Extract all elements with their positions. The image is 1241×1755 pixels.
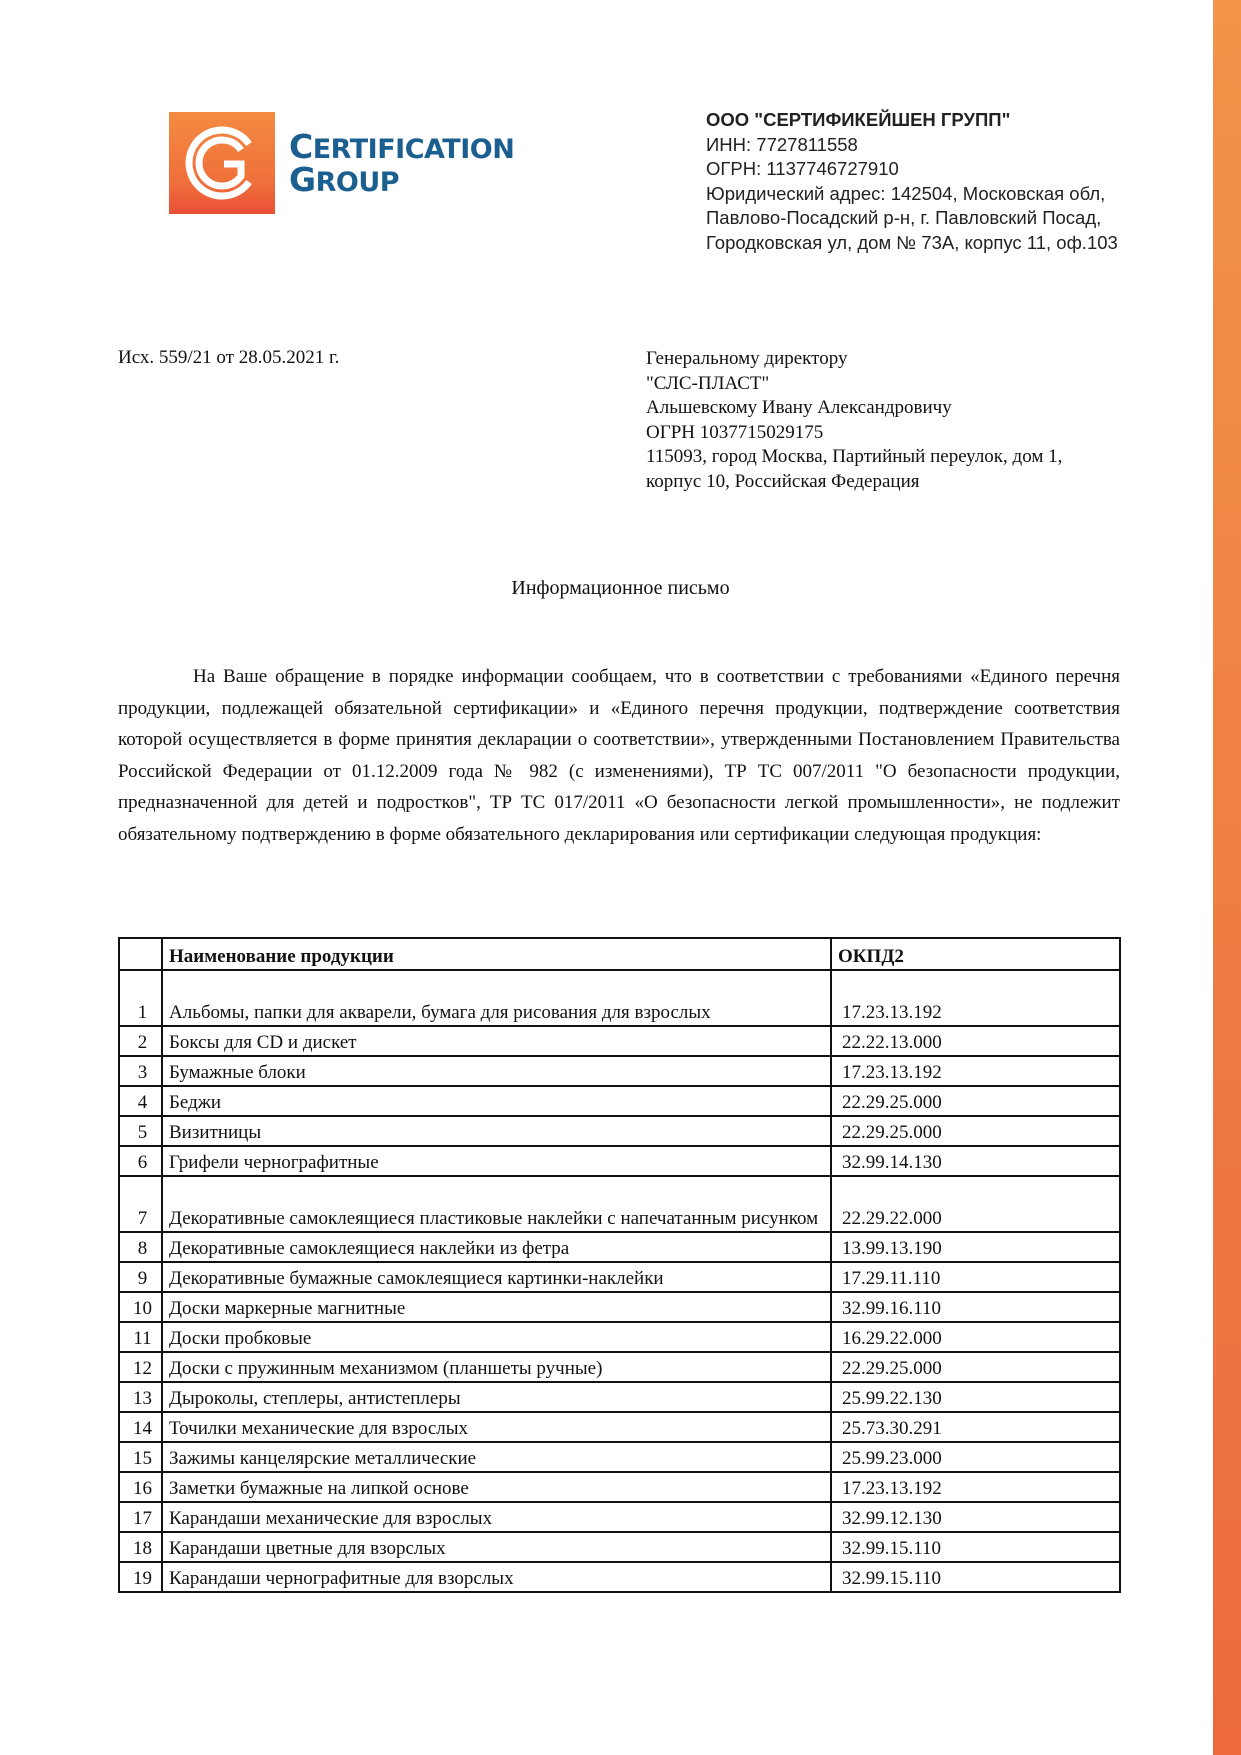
logo-line-2 (289, 160, 514, 199)
recipient-line: корпус 10, Российская Федерация (646, 470, 920, 492)
product-name-cell: Карандаши механические для взрослых (162, 1502, 831, 1532)
okpd2-code-cell: 32.99.14.130 (831, 1146, 1120, 1176)
row-number: 12 (119, 1352, 162, 1382)
row-number: 15 (119, 1442, 162, 1472)
company-logo (169, 112, 529, 214)
products-table (118, 937, 1121, 1593)
okpd2-code-cell: 17.29.11.110 (831, 1262, 1120, 1292)
row-number: 17 (119, 1502, 162, 1532)
table-row (119, 1472, 1120, 1502)
row-number: 14 (119, 1412, 162, 1442)
logo-line-1-rest: ERTIFICATION (312, 134, 515, 165)
okpd2-code-cell: 22.22.13.000 (831, 1026, 1120, 1056)
recipient-line: Альшевскому Ивану Александровичу (646, 397, 952, 419)
product-name-cell: Дыроколы, степлеры, антистеплеры (162, 1382, 831, 1412)
row-number: 19 (119, 1562, 162, 1592)
company-details (706, 108, 1118, 255)
table-row (119, 1562, 1120, 1592)
cg-circle-logo-icon (169, 112, 275, 214)
okpd2-code-cell: 16.29.22.000 (831, 1322, 1120, 1352)
product-name-cell: Зажимы канцелярские металлические (162, 1442, 831, 1472)
product-name-cell: Боксы для CD и дискет (162, 1026, 831, 1056)
row-number: 13 (119, 1382, 162, 1412)
product-name-cell: Декоративные самоклеящиеся пластиковые наклейки с напечатанным рисунком (162, 1176, 831, 1232)
logo-line-2-initial: G (289, 160, 316, 199)
row-number: 11 (119, 1322, 162, 1352)
company-inn: ИНН: 7727811558 (706, 133, 858, 155)
table-row (119, 1116, 1120, 1146)
company-name: ООО "СЕРТИФИКЕЙШЕН ГРУПП" (706, 109, 1011, 130)
row-number: 7 (119, 1176, 162, 1232)
table-row (119, 970, 1120, 1026)
okpd2-code-cell: 32.99.12.130 (831, 1502, 1120, 1532)
okpd2-code-cell: 13.99.13.190 (831, 1232, 1120, 1262)
product-name-cell: Беджи (162, 1086, 831, 1116)
product-name-cell: Карандаши цветные для взорслых (162, 1532, 831, 1562)
row-number: 6 (119, 1146, 162, 1176)
table-header-row (119, 938, 1120, 970)
table-row (119, 1232, 1120, 1262)
okpd2-code-cell: 32.99.15.110 (831, 1532, 1120, 1562)
table-row (119, 1532, 1120, 1562)
logo-wordmark (289, 127, 515, 199)
company-ogrn: ОГРН: 1137746727910 (706, 158, 899, 179)
okpd2-code-cell: 22.29.22.000 (831, 1176, 1120, 1232)
outgoing-reference: Исх. 559/21 от 28.05.2021 г. (118, 347, 340, 368)
company-address-line: Юридический адрес: 142504, Московская обл, (706, 182, 1106, 204)
table-row (119, 1322, 1120, 1352)
okpd2-code-cell: 22.29.25.000 (831, 1352, 1120, 1382)
row-number: 5 (119, 1116, 162, 1146)
okpd2-code-cell: 22.29.25.000 (831, 1086, 1120, 1116)
table-row (119, 1442, 1120, 1472)
product-name-cell: Доски маркерные магнитные (162, 1292, 831, 1322)
product-name-cell: Декоративные бумажные самоклеящиеся картинки-наклейки (162, 1262, 831, 1292)
product-name-cell: Карандаши чернографитные для взорслых (162, 1562, 831, 1592)
product-name-cell: Точилки механические для взрослых (162, 1412, 831, 1442)
okpd2-code-cell: 17.23.13.192 (831, 970, 1120, 1026)
recipient-line: 115093, город Москва, Партийный переулок, дом 1, (646, 446, 1063, 468)
okpd2-code-cell: 25.99.22.130 (831, 1382, 1120, 1412)
row-number: 18 (119, 1532, 162, 1562)
product-name-cell: Доски с пружинным механизмом (планшеты ручные) (162, 1352, 831, 1382)
header-number (119, 938, 162, 970)
table-row (119, 1382, 1120, 1412)
recipient-line: "СЛС-ПЛАСТ" (646, 372, 770, 394)
table-row (119, 1146, 1120, 1176)
row-number: 8 (119, 1232, 162, 1262)
recipient-line: ОГРН 1037715029175 (646, 421, 824, 443)
row-number: 4 (119, 1086, 162, 1116)
table-row (119, 1412, 1120, 1442)
table-row (119, 1176, 1120, 1232)
row-number: 2 (119, 1026, 162, 1056)
header-okpd2: ОКПД2 (831, 938, 1120, 970)
row-number: 1 (119, 970, 162, 1026)
okpd2-code-cell: 32.99.16.110 (831, 1292, 1120, 1322)
okpd2-code-cell: 17.23.13.192 (831, 1056, 1120, 1086)
logo-line-1-initial: C (289, 127, 313, 166)
row-number: 10 (119, 1292, 162, 1322)
document-title: Информационное письмо (511, 577, 730, 599)
company-address-line: Городковская ул, дом № 73А, корпус 11, оф.103 (706, 231, 1118, 253)
okpd2-code-cell: 22.29.25.000 (831, 1116, 1120, 1146)
product-name-cell: Альбомы, папки для акварели, бумага для рисования для взрослых (162, 970, 831, 1026)
product-name-cell: Грифели чернографитные (162, 1146, 831, 1176)
product-name-cell: Доски пробковые (162, 1322, 831, 1352)
table-row (119, 1292, 1120, 1322)
decorative-side-bar (1213, 0, 1241, 1755)
company-address-line: Павлово-Посадский р-н, г. Павловский Посад, (706, 207, 1102, 228)
table-row (119, 1352, 1120, 1382)
recipient-line: Генеральному директору (646, 348, 848, 369)
row-number: 3 (119, 1056, 162, 1086)
product-name-cell: Визитницы (162, 1116, 831, 1146)
product-name-cell: Бумажные блоки (162, 1056, 831, 1086)
row-number: 9 (119, 1262, 162, 1292)
okpd2-code-cell: 25.73.30.291 (831, 1412, 1120, 1442)
table-row (119, 1502, 1120, 1532)
recipient-block (646, 347, 1062, 495)
table-row (119, 1262, 1120, 1292)
table-row (119, 1056, 1120, 1086)
body-paragraph: На Ваше обращение в порядке информации сообщаем, что в соответствии с требованиями «Единого перечня продукции, подлежащей обязательной сертификации» и «Единого перечня продукции, подтверждение соответствия которой осуществляется в форме принятия декларации о соответствии», утвержденными Постановлением Правительства Российской Федерации от 01.12.2009 года № 982 (с изменениями), ТР ТС 007/2011 "О безопасности продукции, предназначенной для детей и подростков", ТР ТС 017/2011 «О безопасности легкой промышленности», не подлежит обязательному подтверждению в форме обязательного декларирования или сертификации следующая продукция: (118, 666, 1120, 845)
product-name-cell: Заметки бумажные на липкой основе (162, 1472, 831, 1502)
okpd2-code-cell: 17.23.13.192 (831, 1472, 1120, 1502)
logo-line-1 (289, 127, 515, 166)
header-product-name: Наименование продукции (162, 938, 831, 970)
table-row (119, 1026, 1120, 1056)
okpd2-code-cell: 25.99.23.000 (831, 1442, 1120, 1472)
okpd2-code-cell: 32.99.15.110 (831, 1562, 1120, 1592)
logo-line-2-rest: ROUP (315, 167, 400, 198)
row-number: 16 (119, 1472, 162, 1502)
product-name-cell: Декоративные самоклеящиеся наклейки из фетра (162, 1232, 831, 1262)
table-row (119, 1086, 1120, 1116)
